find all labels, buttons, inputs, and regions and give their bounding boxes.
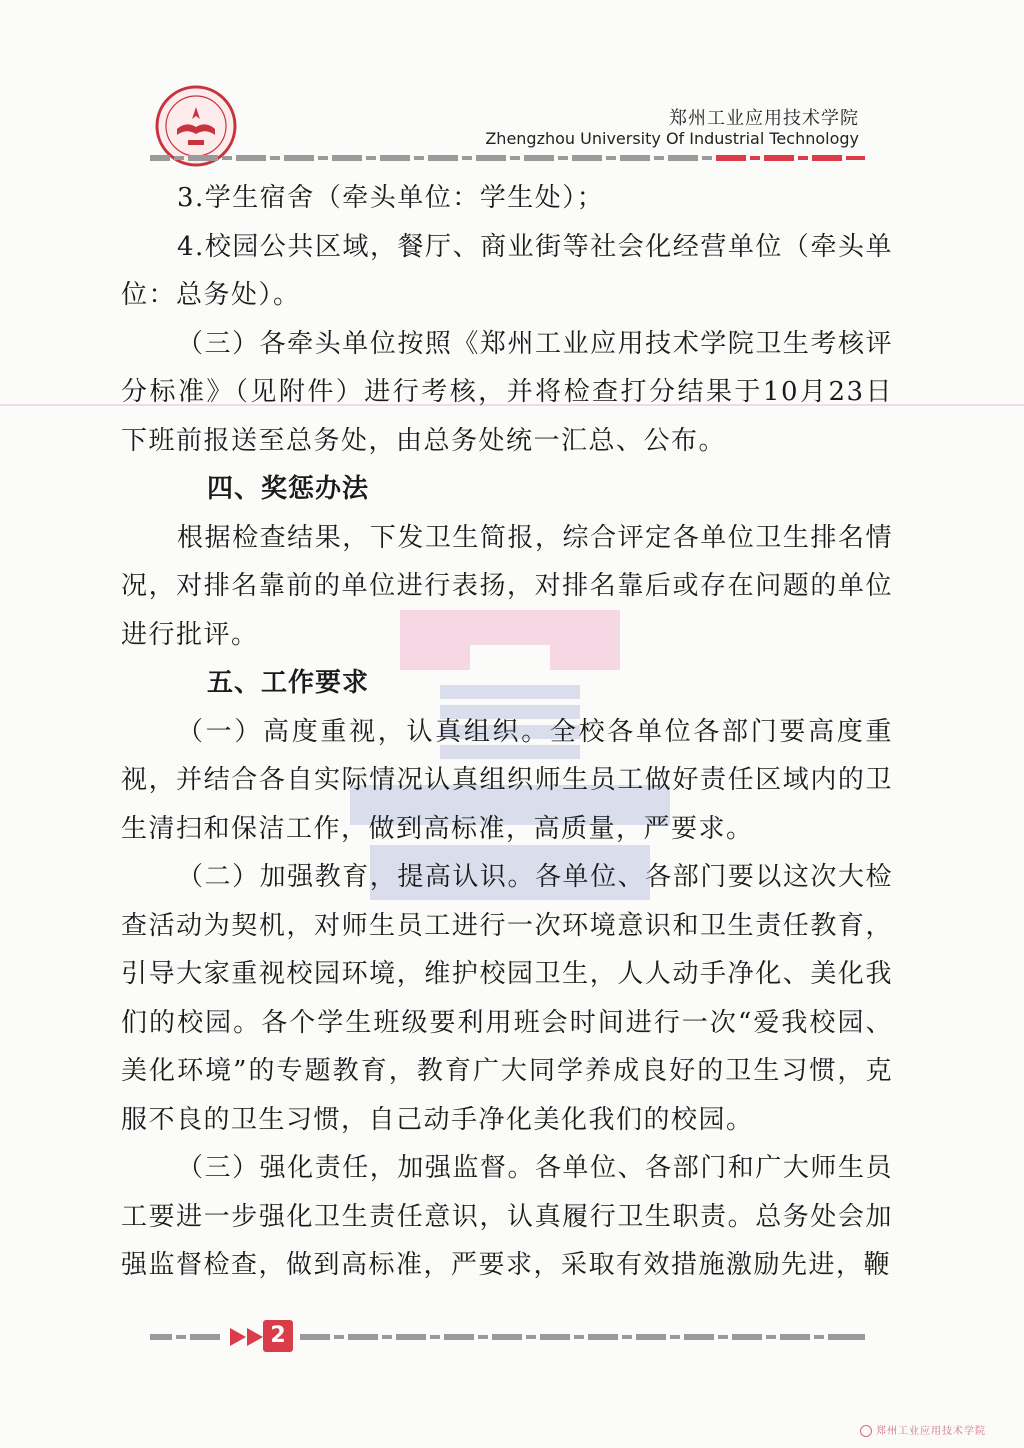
section-heading-5: 五、工作要求	[207, 668, 370, 698]
document-body	[121, 174, 893, 1290]
page-number: 2	[263, 1320, 293, 1352]
stamp-text: 郑州工业应用技术学院	[876, 1426, 986, 1437]
requirement-2: （二）加强教育，提高认识。各单位、各部门要以这次大检查活动为契机，对师生员工进行一次环境意识和卫生责任教育，引导大家重视校园环境，维护校园卫生，人人动手净化、美化我们的校园。各个学生班级要利用班会时间进行一次“爱我校园、美化环境”的专题教育，教育广大同学养成良好的卫生习惯，克服不良的卫生习惯，自己动手净化美化我们的校园。	[121, 862, 893, 1135]
section-heading-4: 四、奖惩办法	[207, 474, 370, 504]
header-decorative-band	[150, 153, 865, 163]
paragraph-item-iii: （三）各牵头单位按照《郑州工业应用技术学院卫生考核评分标准》（见附件）进行考核，并将检查打分结果于10月23日下班前报送至总务处，由总务处统一汇总、公布。	[121, 328, 893, 456]
stamp-seal-icon	[860, 1425, 872, 1437]
header-university-name-en: Zhengzhou University Of Industrial Technology	[485, 129, 859, 148]
requirement-3: （三）强化责任，加强监督。各单位、各部门和广大师生员工要进一步强化卫生责任意识，认真履行卫生职责。总务处会加强监督检查，做到高标准，严要求，采取有效措施激励先进，鞭	[121, 1153, 893, 1280]
footer-decorative-band	[150, 1322, 865, 1352]
list-item-4: 4.校园公共区域，餐厅、商业街等社会化经营单位（牵头单位：总务处）。	[121, 231, 893, 310]
scan-stamp	[860, 1422, 986, 1437]
requirement-1: （一）高度重视，认真组织。全校各单位各部门要高度重视，并结合各自实际情况认真组织师生员工做好责任区域内的卫生清扫和保洁工作，做到高标准，高质量，严要求。	[121, 716, 893, 844]
list-item-3: 3.学生宿舍（牵头单位：学生处）；	[177, 183, 605, 213]
section4-paragraph: 根据检查结果，下发卫生简报，综合评定各单位卫生排名情况，对排名靠前的单位进行表扬，对排名靠后或存在问题的单位进行批评。	[121, 522, 893, 650]
header-university-name-cn: 郑州工业应用技术学院	[669, 108, 859, 129]
